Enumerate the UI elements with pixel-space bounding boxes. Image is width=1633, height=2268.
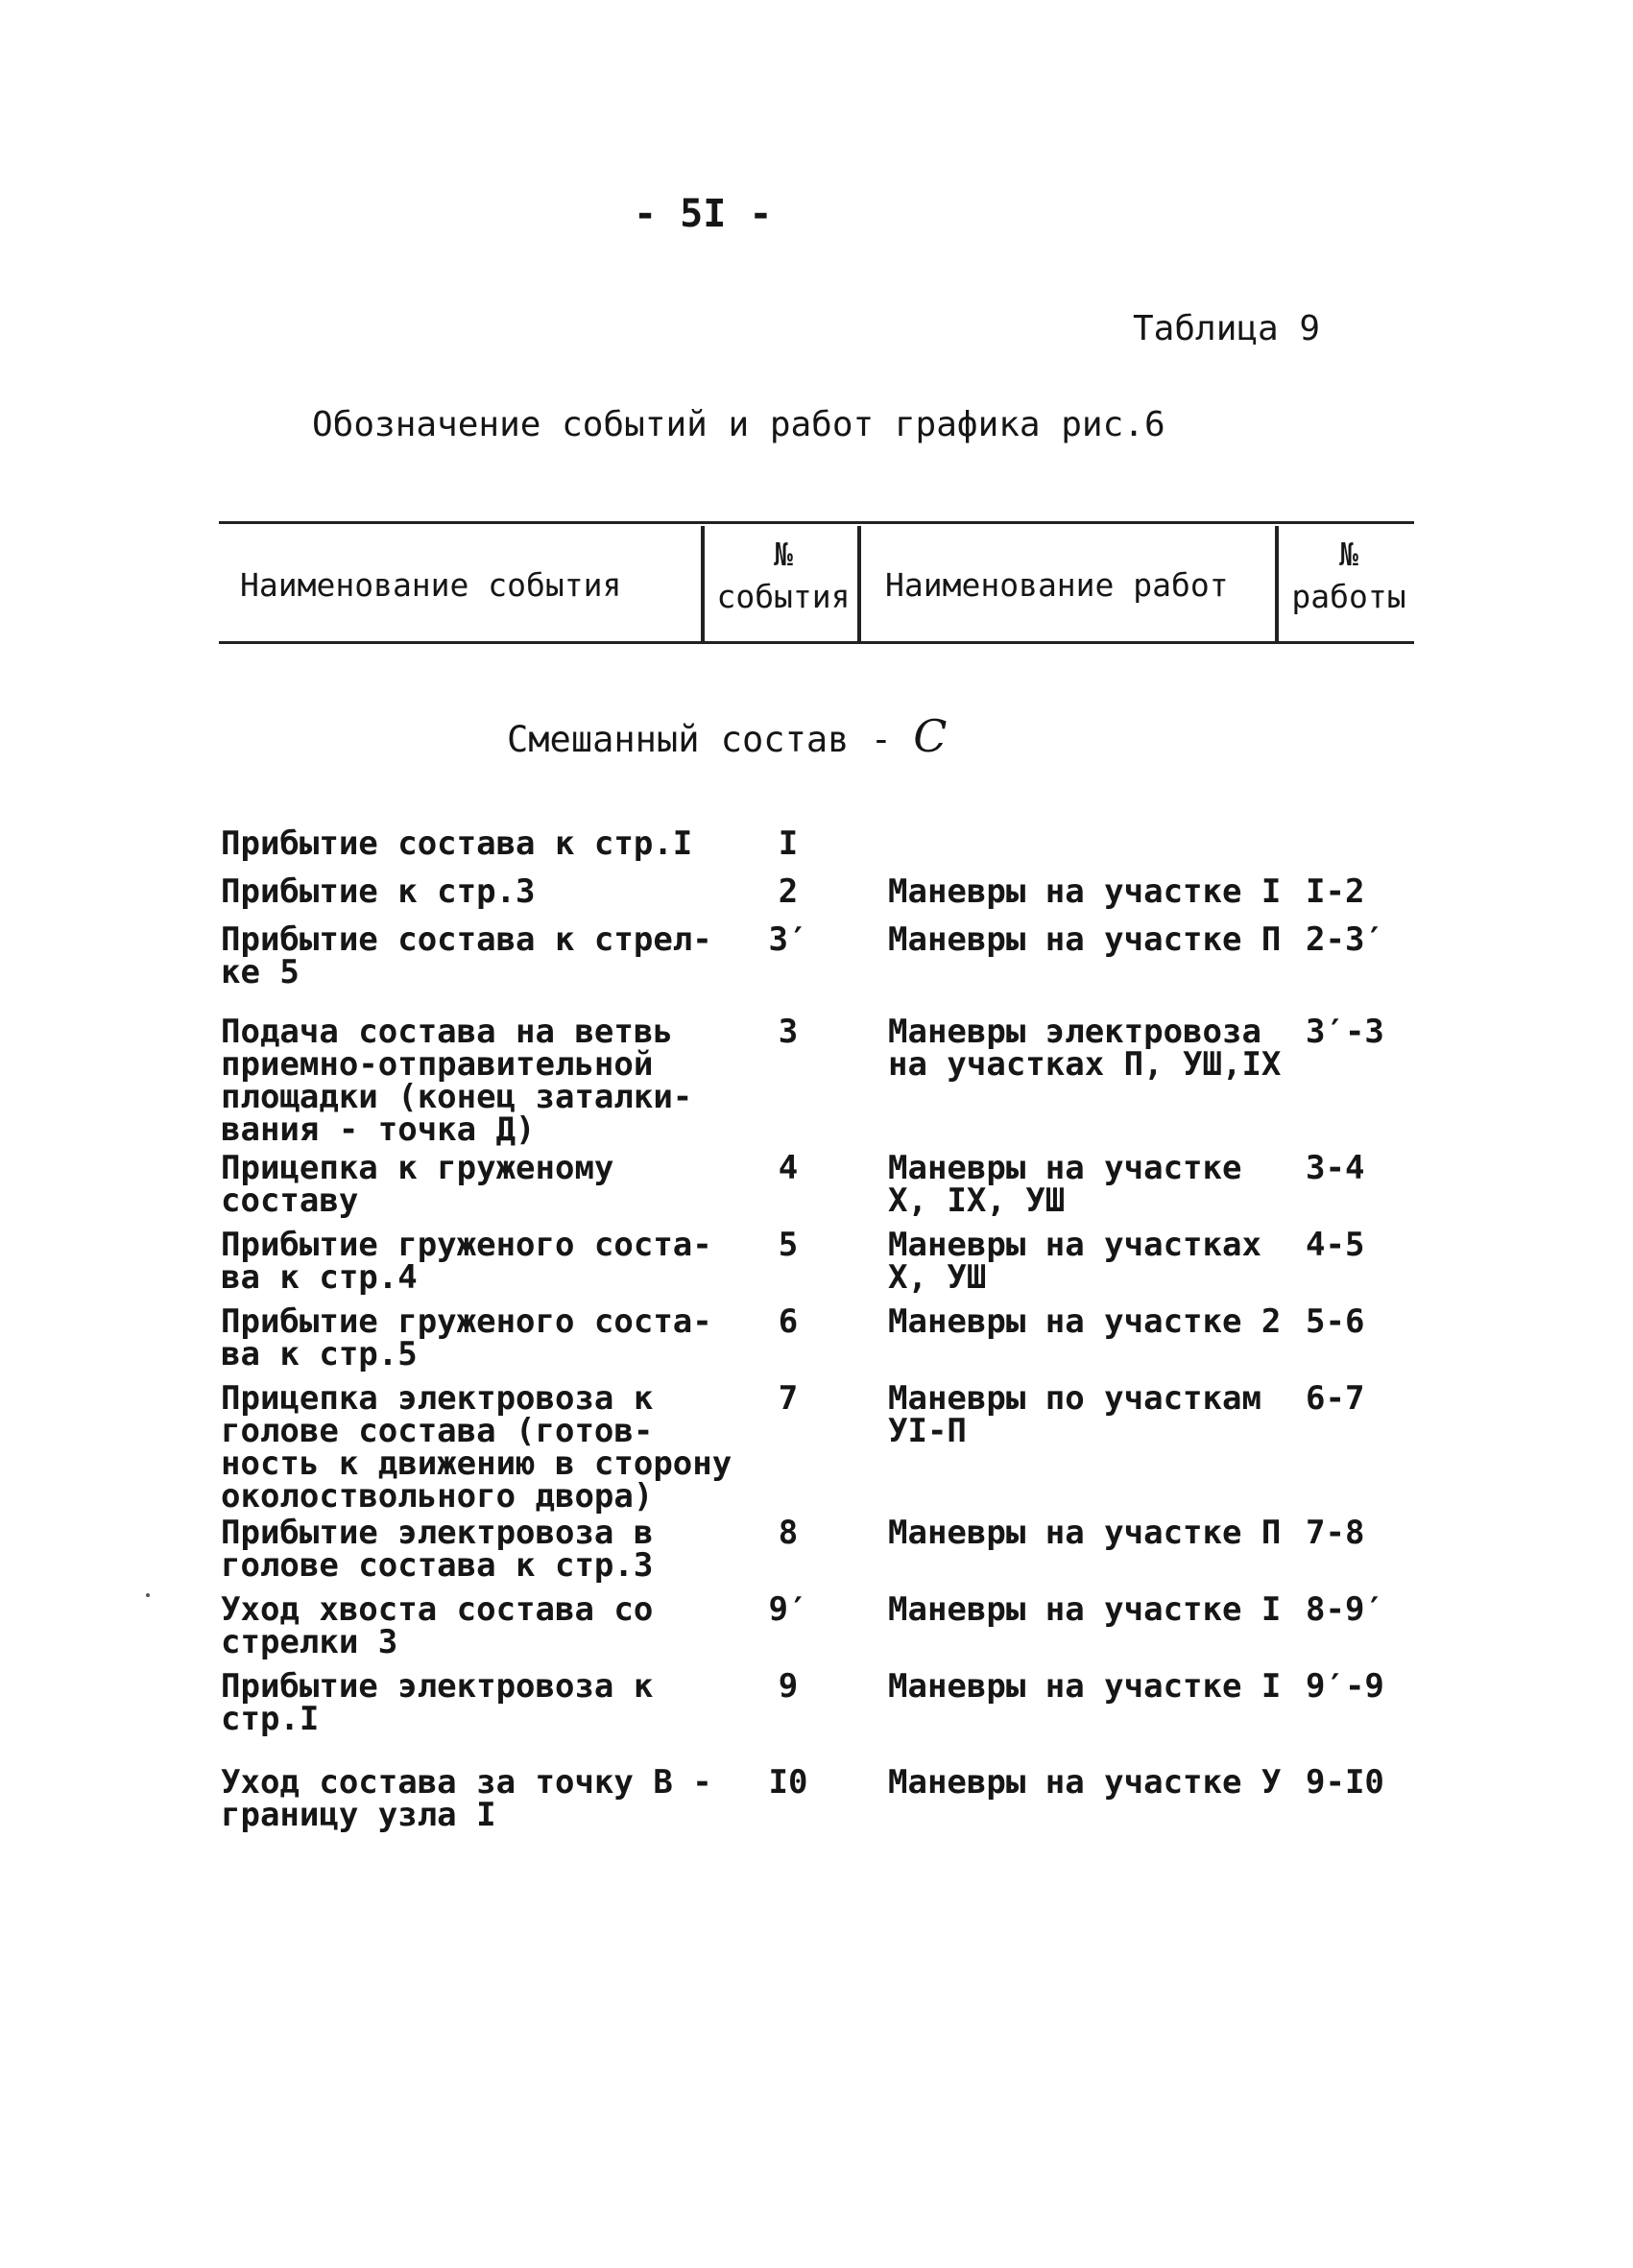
header-top-rule [219,521,1414,524]
work-name: Маневры на участке У [888,1763,1282,1802]
event-name: Подача состава на ветвь приемно-отправительной площадки (конец заталки- вания - точка Д) [221,1013,693,1149]
event-name: Прибытие к стр.3 [221,872,536,911]
section-mark: С [913,710,948,762]
event-name: Прибытие электровоза к стр.I [221,1667,654,1738]
header-work-no: № работы [1291,536,1406,615]
event-number: 5 [778,1226,799,1264]
work-name: Маневры электровоза на участках П, УШ,IX [888,1013,1282,1084]
event-number: 9′ [768,1590,808,1629]
event-number: 9 [778,1667,799,1706]
work-number: 3′-3 [1306,1013,1384,1051]
work-name: Маневры на участке I [888,872,1282,911]
table-caption: Обозначение событий и работ графика рис.6 [312,405,1165,444]
section-title [507,710,947,762]
event-number: 4 [778,1149,799,1187]
event-name: Прибытие груженого соста- ва к стр.5 [221,1302,712,1373]
event-name: Прибытие груженого соста- ва к стр.4 [221,1226,712,1297]
work-name: Маневры на участке I [888,1667,1282,1706]
header-bottom-rule [219,641,1414,644]
work-name: Маневры на участке Х, IX, УШ [888,1149,1242,1220]
work-number: 8-9′ [1306,1590,1384,1629]
header-work-name: Наименование работ [885,566,1229,604]
work-number: 6-7 [1306,1379,1365,1418]
event-number: I0 [768,1763,808,1802]
work-name: Маневры на участке П [888,920,1282,959]
event-name: Прибытие состава к стр.I [221,824,693,863]
page-number: - 5I - [634,192,773,236]
work-name: Маневры на участке I [888,1590,1282,1629]
header-event-name: Наименование события [240,566,622,604]
work-number: I-2 [1306,872,1365,911]
work-number: 2-3′ [1306,920,1384,959]
section-label: Смешанный состав - [507,719,892,760]
work-name: Маневры на участке П [888,1514,1282,1552]
header-divider [857,526,861,641]
table-label: Таблица 9 [1133,309,1321,348]
work-name: Маневры на участке 2 [888,1302,1282,1341]
work-name: Маневры по участкам УI-П [888,1379,1261,1450]
event-name: Уход хвоста состава со стрелки 3 [221,1590,654,1661]
event-number: 6 [778,1302,799,1341]
work-number: 3-4 [1306,1149,1365,1187]
work-number: 5-6 [1306,1302,1365,1341]
event-number: I [778,824,799,863]
event-number: 8 [778,1514,799,1552]
work-number: 7-8 [1306,1514,1365,1552]
event-name: Прибытие электровоза в голове состава к стр.3 [221,1514,654,1585]
event-name: Прибытие состава к стрел- ке 5 [221,920,712,991]
work-name: Маневры на участках Х, УШ [888,1226,1261,1297]
work-number: 4-5 [1306,1226,1365,1264]
event-number: 3 [778,1013,799,1051]
work-number: 9′-9 [1306,1667,1384,1706]
event-name: Прицепка к груженому составу [221,1149,614,1220]
event-number: 3′ [768,920,808,959]
work-number: 9-I0 [1306,1763,1384,1802]
header-event-no: № события [716,536,851,615]
header-divider [1275,526,1279,641]
event-name: Уход состава за точку В - границу узла I [221,1763,712,1834]
scan-speck [146,1593,150,1597]
event-number: 2 [778,872,799,911]
event-number: 7 [778,1379,799,1418]
event-name: Прицепка электровоза к голове состава (готов- ность к движению в сторону околоствольного двора) [221,1379,732,1516]
header-divider [701,526,705,641]
